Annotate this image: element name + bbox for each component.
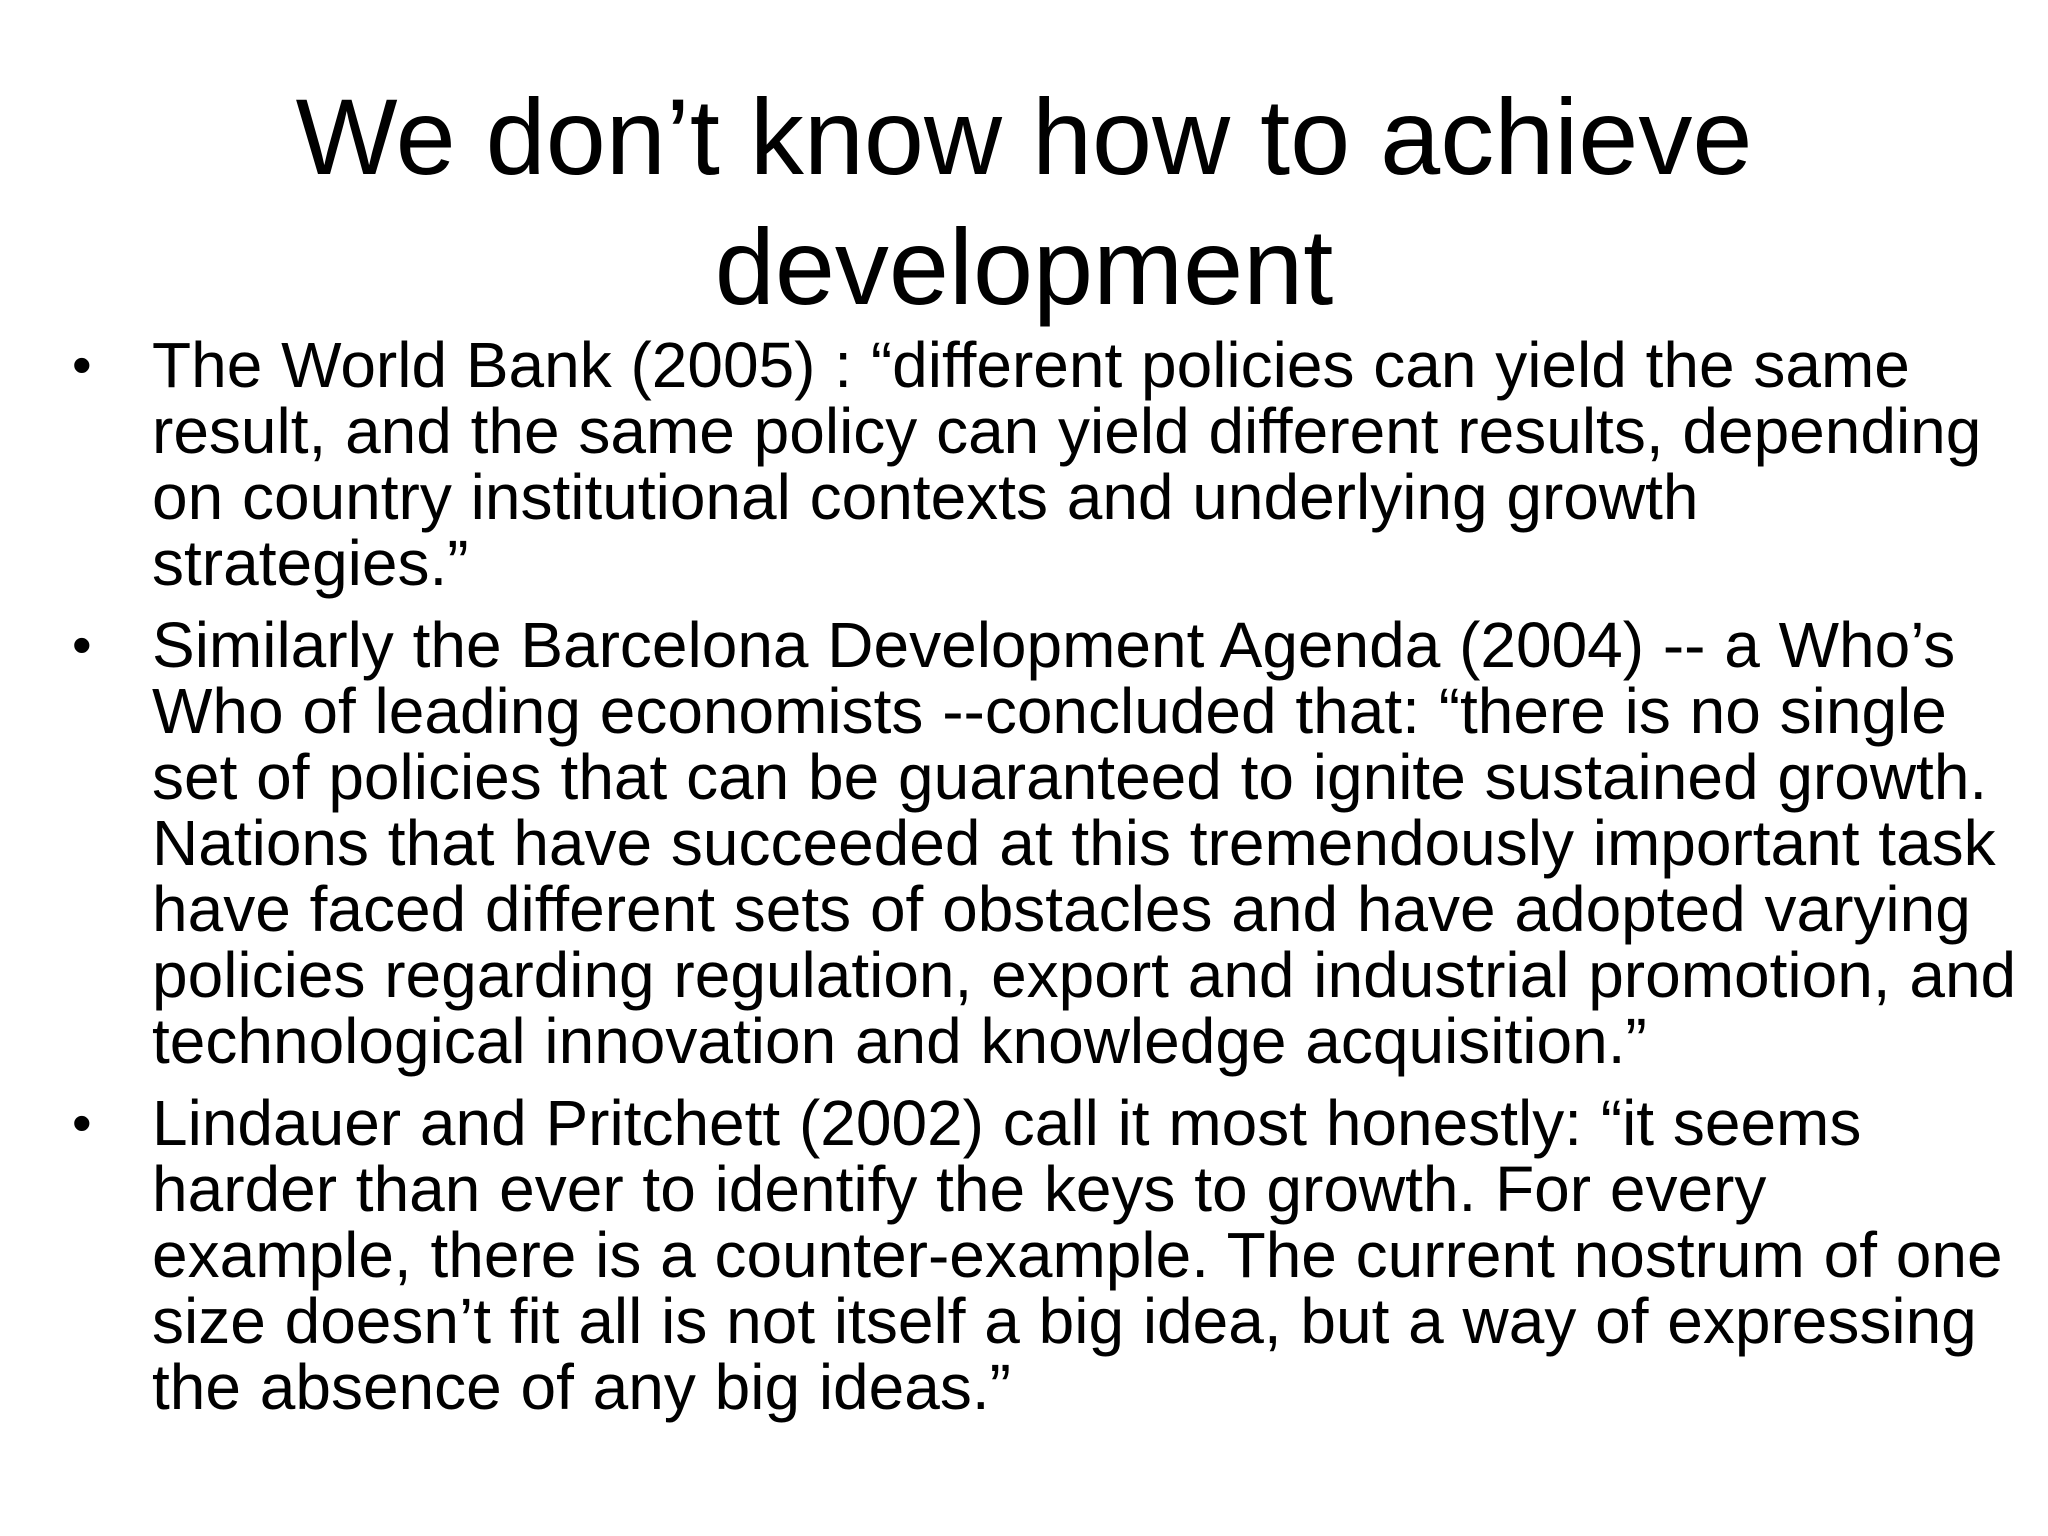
bullet-list <box>0 329 2048 1436</box>
slide-title: We don’t know how to achieve development <box>295 76 1753 327</box>
bullet-marker: • <box>72 333 92 396</box>
bullet-marker: • <box>72 613 92 676</box>
bullet-item-lindauer-pritchett <box>0 1087 2048 1423</box>
bullet-text: Lindauer and Pritchett (2002) call it most honestly: “it seems harder than ever to identify the keys to growth. For every example, there is a counter-example. The current nostrum of one size doesn’t fit all is not itself a big idea, but a way of expressing the absence of any big ideas.” <box>152 1087 2003 1423</box>
bullet-text: Similarly the Barcelona Development Agenda (2004) -- a Who’s Who of leading economists --concluded that: “there is no single set of policies that can be guaranteed to ignite sustained growth. Nations that have succeeded at this tremendously important task have faced different sets of obstacles and have adopted varying policies regarding regulation, export and industrial promotion, and technological innovation and knowledge acquisition.” <box>152 609 2017 1077</box>
bullet-text: The World Bank (2005) : “different policies can yield the same result, and the same policy can yield different results, depending on country institutional contexts and underlying growth strategies.” <box>152 329 1982 599</box>
bullet-marker: • <box>72 1091 92 1154</box>
bullet-item-barcelona <box>0 609 2048 1077</box>
bullet-item-world-bank <box>0 329 2048 599</box>
